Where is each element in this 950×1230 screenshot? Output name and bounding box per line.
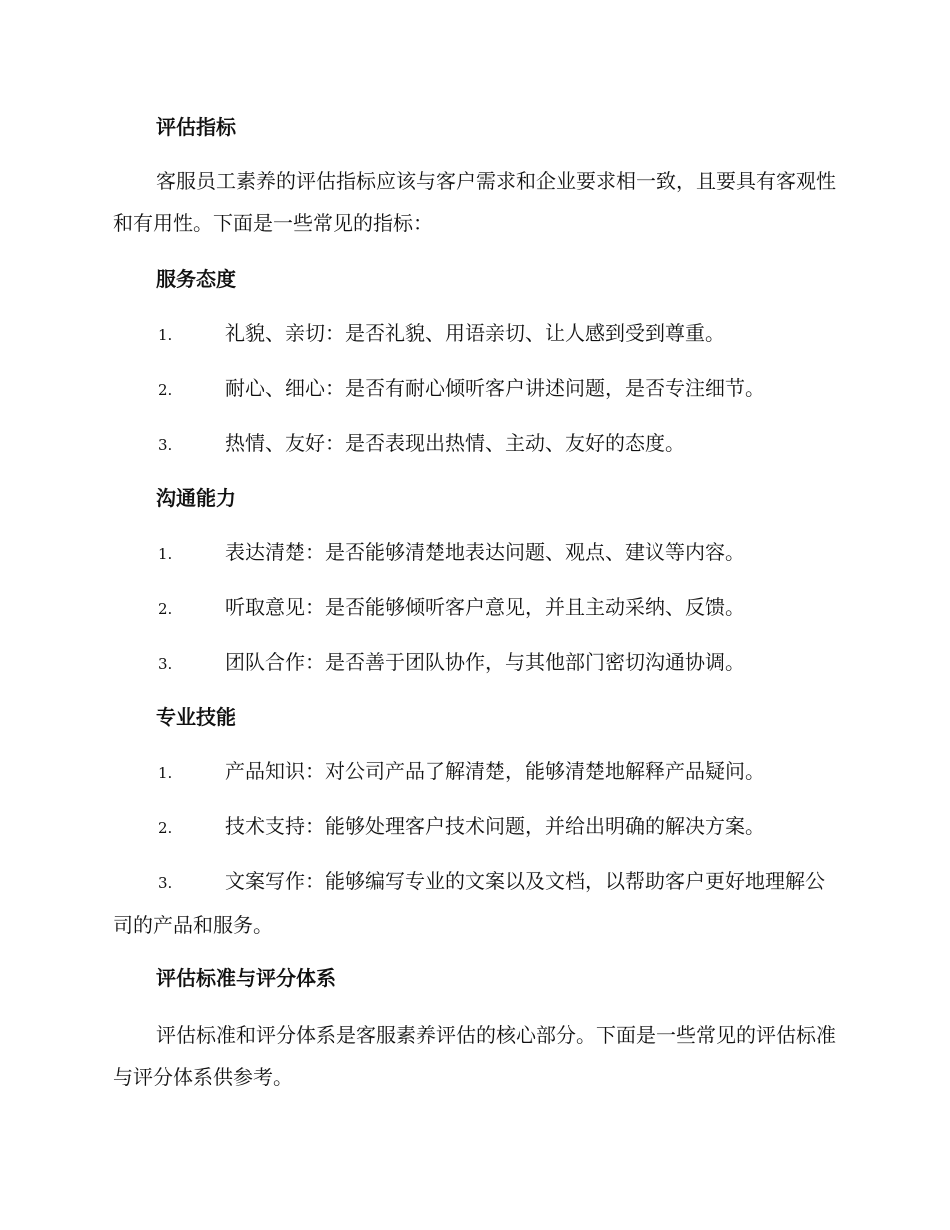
section-heading: 评估标准与评分体系	[156, 966, 336, 990]
list-text: 听取意见：是否能够倾听客户意见，并且主动采纳、反馈。	[225, 595, 745, 619]
list-number: 1.	[158, 545, 173, 563]
list-number: 1.	[158, 764, 173, 782]
list-item	[113, 422, 838, 466]
list-number: 2.	[158, 381, 173, 399]
list-text: 表达清楚：是否能够清楚地表达问题、观点、建议等内容。	[225, 540, 745, 564]
list-text: 产品知识：对公司产品了解清楚，能够清楚地解释产品疑问。	[225, 759, 765, 783]
list-item	[113, 750, 838, 794]
list-item	[113, 531, 838, 575]
list-text: 文案写作：能够编写专业的文案以及文档，以帮助客户更好地理解公司的产品和服务。	[113, 869, 825, 937]
section-heading: 评估指标	[156, 115, 236, 139]
list-item	[113, 805, 838, 849]
list-number: 1.	[158, 326, 173, 344]
list-item	[113, 586, 838, 630]
list-text: 耐心、细心：是否有耐心倾听客户讲述问题，是否专注细节。	[225, 376, 765, 400]
list-number: 3.	[158, 436, 173, 454]
list-text: 礼貌、亲切：是否礼貌、用语亲切、让人感到受到尊重。	[225, 321, 725, 345]
list-text: 热情、友好：是否表现出热情、主动、友好的态度。	[225, 431, 685, 455]
list-item	[113, 312, 838, 356]
list-number: 2.	[158, 600, 173, 618]
list-item	[113, 860, 838, 946]
paragraph: 客服员工素养的评估指标应该与客户需求和企业要求相一致，且要具有客观性和有用性。下面是一些常见的指标：	[113, 169, 836, 235]
list-text: 团队合作：是否善于团队协作，与其他部门密切沟通协调。	[225, 650, 745, 674]
paragraph: 评估标准和评分体系是客服素养评估的核心部分。下面是一些常见的评估标准与评分体系供参考。	[113, 1023, 836, 1089]
section-heading: 沟通能力	[156, 486, 236, 510]
list-text: 技术支持：能够处理客户技术问题，并给出明确的解决方案。	[225, 814, 765, 838]
list-item	[113, 367, 838, 411]
list-number: 3.	[158, 874, 173, 892]
section-heading: 专业技能	[156, 705, 236, 729]
list-number: 3.	[158, 655, 173, 673]
list-item	[113, 641, 838, 685]
section-heading: 服务态度	[156, 267, 236, 291]
list-number: 2.	[158, 819, 173, 837]
